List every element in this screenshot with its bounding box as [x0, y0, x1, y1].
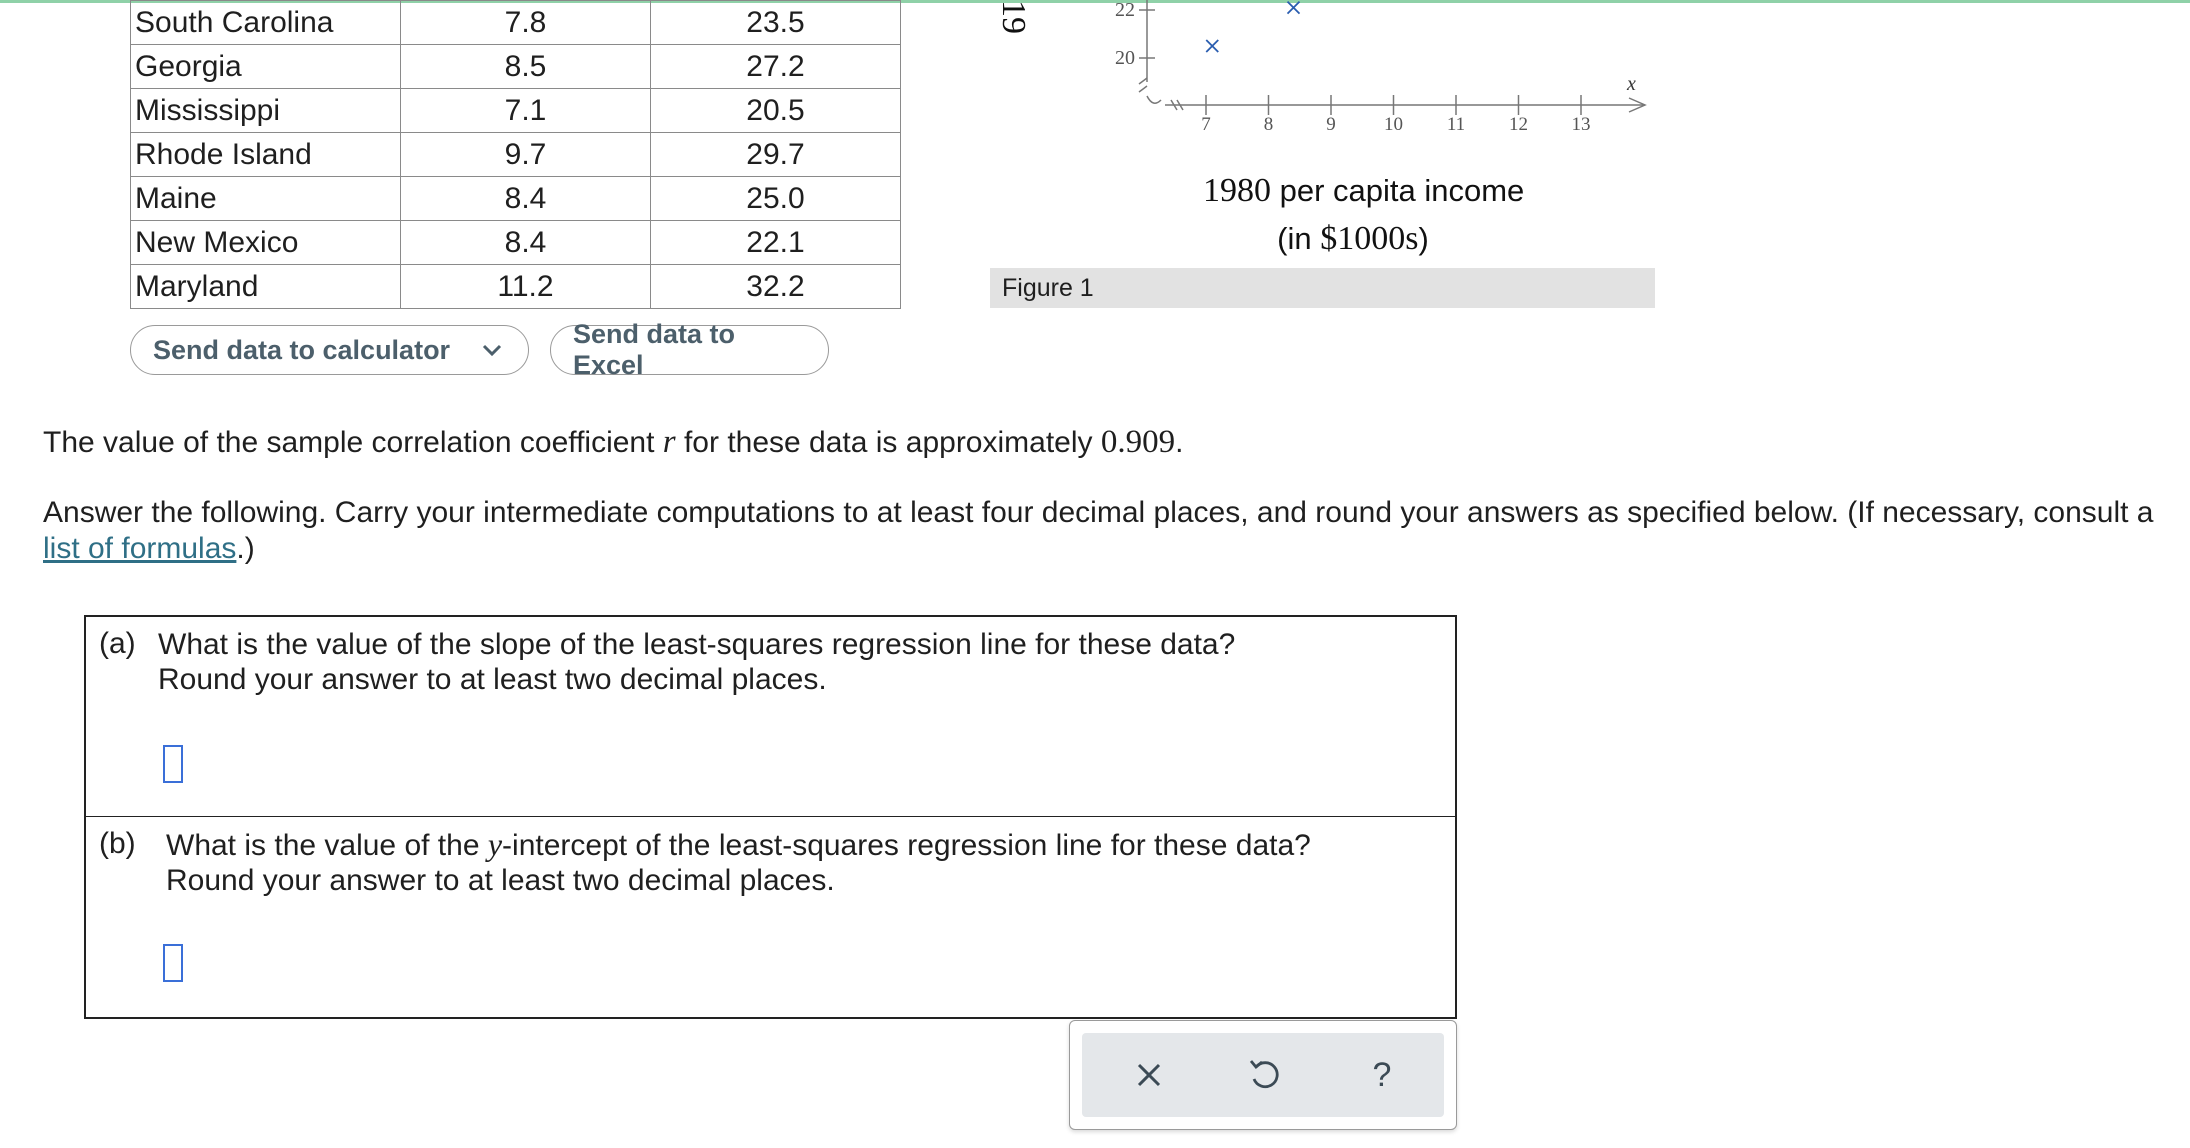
questions-box [84, 615, 1457, 1019]
instructions-text: Answer the following. Carry your intermediate computations to at least four decimal places, and round your answers as specified below. (If necessary, consult a [43, 496, 2154, 529]
correlation-prefix: The value of the sample correlation coefficient [43, 426, 663, 459]
send-to-excel-label: Send data to Excel [573, 319, 736, 380]
correlation-middle: for these data is approximately [675, 426, 1101, 459]
value1-cell: 7.8 [401, 1, 651, 45]
question-b-label: (b) [99, 827, 136, 860]
scatter-plot [985, 0, 1655, 170]
x-axis-title-amount: $1000s [1320, 220, 1419, 257]
correlation-statement [43, 424, 1843, 461]
table-row [131, 265, 901, 309]
instructions-end: .) [236, 532, 255, 565]
state-cell: Maryland [131, 265, 401, 309]
correlation-end: . [1175, 426, 1184, 459]
x-tick-label: 7 [1201, 114, 1211, 135]
question-a-text [158, 627, 1235, 697]
value2-cell: 25.0 [651, 177, 901, 221]
x-axis-title-prefix: (in [1277, 221, 1321, 256]
x-tick-label: 13 [1571, 114, 1591, 135]
undo-icon[interactable] [1242, 1053, 1286, 1097]
send-to-calculator-label: Send data to calculator [153, 334, 451, 365]
instructions-paragraph [43, 495, 2173, 567]
state-cell: Maine [131, 177, 401, 221]
value2-cell: 27.2 [651, 45, 901, 89]
data-point [1288, 2, 1300, 14]
state-cell: New Mexico [131, 221, 401, 265]
state-cell: South Carolina [131, 1, 401, 45]
table-row [131, 133, 901, 177]
value2-cell: 32.2 [651, 265, 901, 309]
question-b-line2: Round your answer to at least two decimal places. [166, 864, 835, 897]
question-a-line2: Round your answer to at least two decimal places. [158, 663, 827, 696]
chevron-down-icon [478, 336, 506, 364]
value1-cell: 11.2 [401, 265, 651, 309]
chart-axes [1115, 0, 1645, 135]
value1-cell: 8.5 [401, 45, 651, 89]
y-axis-break [1139, 78, 1147, 92]
x-axis-symbol: x [1627, 73, 1636, 95]
table-row [131, 45, 901, 89]
x-axis-title-suffix: ) [1418, 221, 1429, 256]
send-to-calculator-button[interactable] [130, 325, 529, 375]
question-b-text [166, 827, 1311, 898]
slope-answer-input[interactable] [163, 745, 183, 783]
x-tick-label: 11 [1446, 114, 1466, 135]
x-tick-label: 12 [1509, 114, 1528, 135]
question-b-line1 [166, 827, 1311, 863]
x-tick-label: 9 [1326, 114, 1336, 135]
value2-cell: 20.5 [651, 89, 901, 133]
question-b-prefix: What is the value of the [166, 829, 488, 862]
data-table [130, 0, 901, 309]
y-axis-cut-label: 19 [995, 0, 1032, 34]
table-row [131, 1, 901, 45]
state-cell: Mississippi [131, 89, 401, 133]
x-tick-label: 8 [1263, 114, 1274, 135]
chart-marks [1206, 0, 1299, 52]
table-row [131, 177, 901, 221]
state-cell: Rhode Island [131, 133, 401, 177]
value2-cell: 29.7 [651, 133, 901, 177]
r-value: 0.909 [1100, 424, 1176, 460]
table-row [131, 221, 901, 265]
x-axis-title-text: per capita income [1271, 173, 1525, 208]
answer-toolbar [1069, 1020, 1457, 1130]
help-label: ? [1372, 1056, 1392, 1094]
figure-caption: Figure 1 [990, 268, 1655, 308]
value2-cell: 22.1 [651, 221, 901, 265]
value1-cell: 7.1 [401, 89, 651, 133]
question-b [86, 817, 1455, 1017]
y-tick-label: 22 [1115, 0, 1135, 21]
value1-cell: 9.7 [401, 133, 651, 177]
x-axis-title-line1 [1203, 172, 1525, 210]
y-tick-label: 20 [1115, 47, 1135, 69]
x-tick-label: 10 [1384, 114, 1403, 135]
intercept-answer-input[interactable] [163, 944, 183, 982]
state-cell: Georgia [131, 45, 401, 89]
question-a-line1: What is the value of the slope of the least-squares regression line for these data? [158, 628, 1236, 661]
data-point [1206, 40, 1218, 52]
list-of-formulas-link[interactable]: list of formulas [43, 532, 237, 565]
r-symbol: r [662, 424, 676, 460]
question-b-suffix: -intercept of the least-squares regression line for these data? [502, 829, 1311, 862]
value2-cell: 23.5 [651, 1, 901, 45]
close-icon[interactable] [1127, 1053, 1171, 1097]
table-row [131, 89, 901, 133]
scatter-figure [985, 0, 1655, 310]
send-to-excel-button[interactable] [550, 319, 829, 380]
question-a [86, 617, 1455, 817]
toolbar-panel [1082, 1033, 1444, 1117]
question-a-label: (a) [99, 627, 136, 660]
x-axis-title-line2 [1203, 220, 1503, 258]
x-axis-title-year: 1980 [1203, 172, 1271, 209]
value1-cell: 8.4 [401, 177, 651, 221]
question-b-variable: y [487, 826, 503, 862]
help-icon[interactable] [1360, 1053, 1404, 1097]
origin-curve [1147, 96, 1161, 103]
value1-cell: 8.4 [401, 221, 651, 265]
